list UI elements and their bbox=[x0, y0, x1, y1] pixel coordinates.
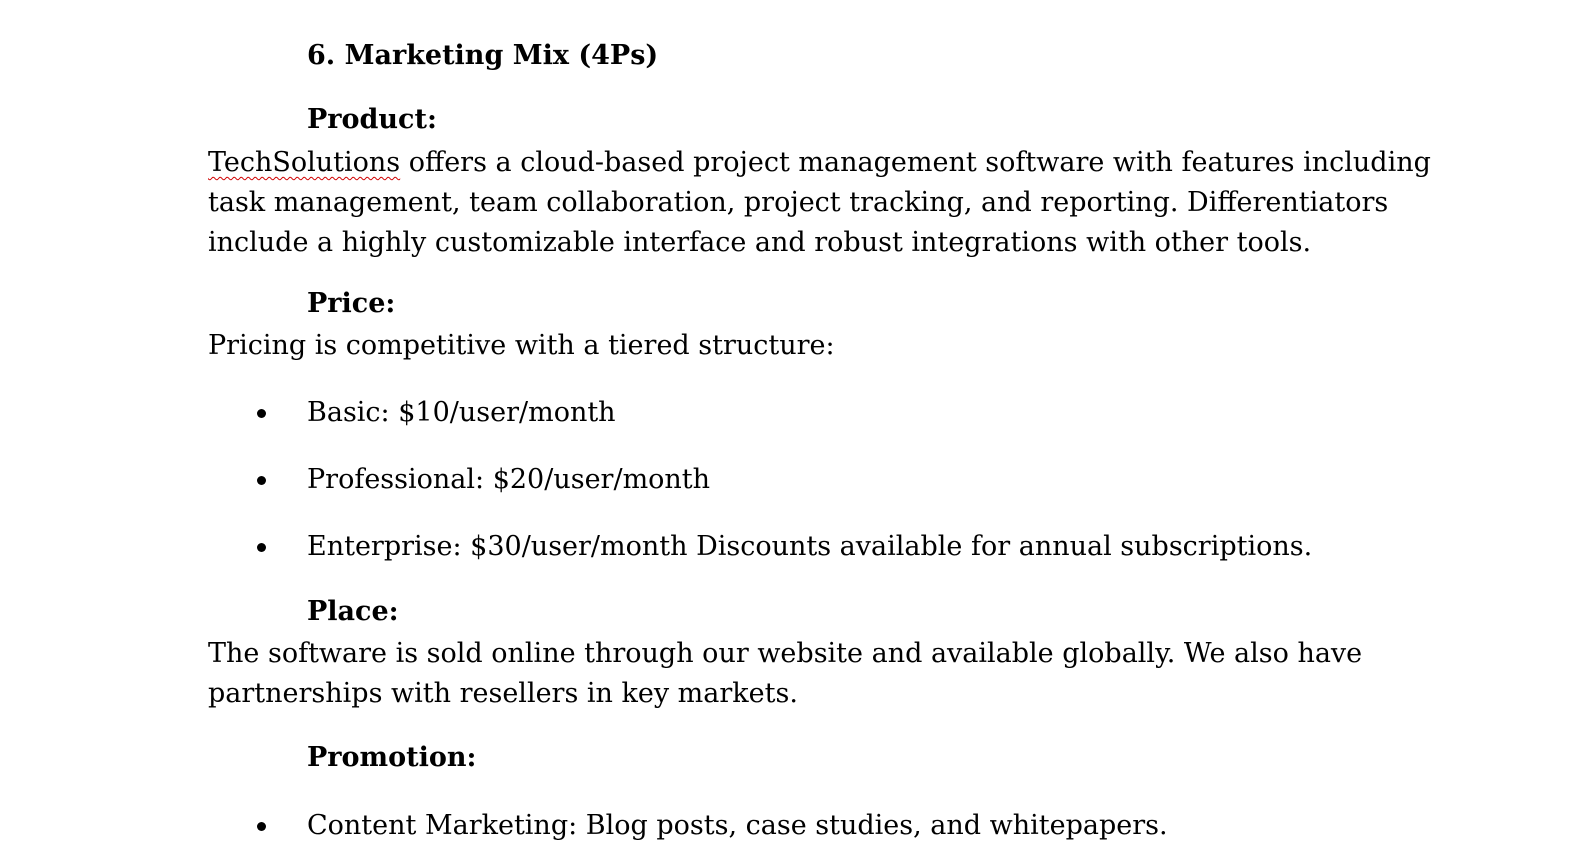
promotion-heading: Promotion: bbox=[307, 742, 477, 773]
product-heading: Product: bbox=[307, 104, 437, 135]
misspelled-word[interactable]: TechSolutions bbox=[208, 147, 401, 178]
bullet-icon bbox=[257, 822, 266, 831]
bullet-icon bbox=[257, 543, 266, 552]
list-item bbox=[0, 527, 1588, 567]
promotion-content-marketing: Content Marketing: Blog posts, case studies, and whitepapers. bbox=[307, 810, 1168, 841]
section-title: 6. Marketing Mix (4Ps) bbox=[307, 40, 659, 71]
bullet-icon bbox=[257, 476, 266, 485]
price-heading: Price: bbox=[307, 288, 396, 319]
product-line-1-rest: offers a cloud-based project management software with features including bbox=[400, 147, 1431, 178]
product-line-1 bbox=[208, 143, 1431, 183]
place-line-2: partnerships with resellers in key markets. bbox=[208, 678, 798, 709]
price-tier-basic: Basic: $10/user/month bbox=[307, 397, 616, 428]
place-paragraph bbox=[208, 634, 1368, 714]
place-heading: Place: bbox=[307, 596, 399, 627]
place-line-1: The software is sold online through our website and available globally. We also have bbox=[208, 638, 1363, 669]
price-intro: Pricing is competitive with a tiered structure: bbox=[208, 330, 835, 361]
list-item bbox=[0, 806, 1588, 846]
list-item bbox=[0, 393, 1588, 433]
product-line-3: include a highly customizable interface and robust integrations with other tools. bbox=[208, 227, 1312, 258]
price-tier-enterprise: Enterprise: $30/user/month Discounts available for annual subscriptions. bbox=[307, 531, 1313, 562]
bullet-icon bbox=[257, 409, 266, 418]
list-item bbox=[0, 460, 1588, 500]
product-line-2: task management, team collaboration, project tracking, and reporting. Differentiators bbox=[208, 187, 1389, 218]
price-tier-professional: Professional: $20/user/month bbox=[307, 464, 711, 495]
product-paragraph bbox=[208, 143, 1431, 263]
